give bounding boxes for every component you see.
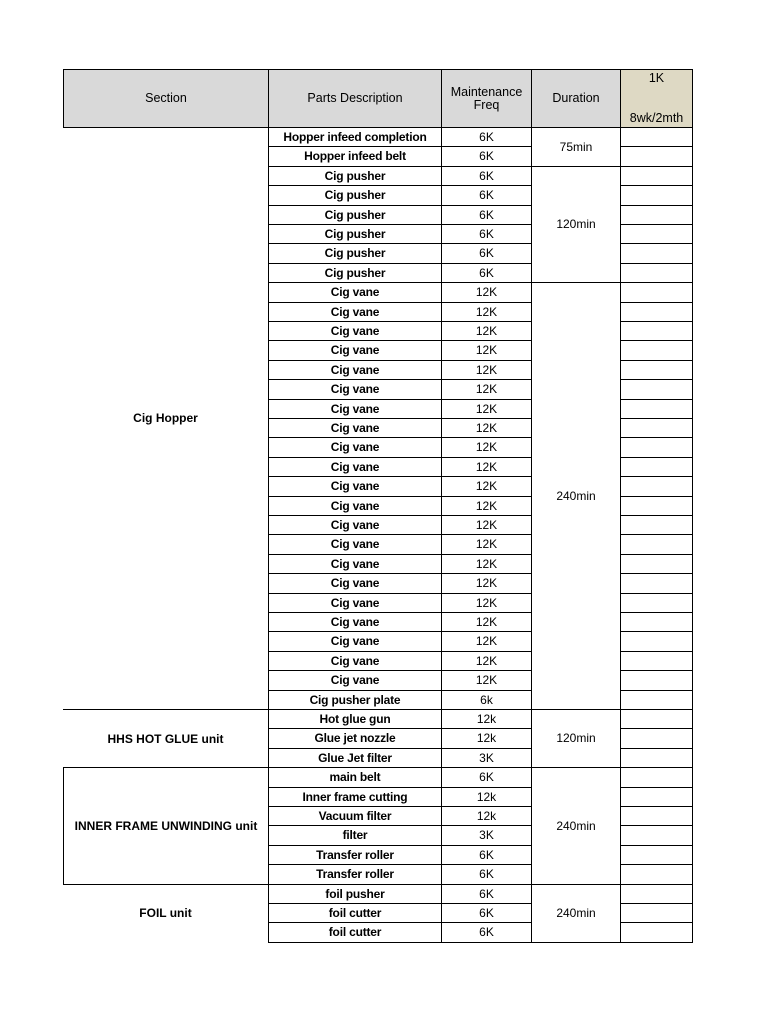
section-cell: Cig Hopper xyxy=(63,127,269,710)
part-description-cell: Cig vane xyxy=(268,534,442,555)
maintenance-freq-cell: 12K xyxy=(441,534,532,555)
part-description-cell: Hot glue gun xyxy=(268,709,442,729)
maintenance-freq-cell: 12k xyxy=(441,787,532,807)
header-maintenance-freq: Maintenance Freq xyxy=(441,69,532,128)
part-description-cell: Cig pusher xyxy=(268,166,442,186)
maintenance-freq-cell: 12K xyxy=(441,418,532,438)
maintenance-freq-cell: 6K xyxy=(441,903,532,923)
interval-check-cell xyxy=(620,321,693,341)
part-description-cell: Cig pusher xyxy=(268,243,442,264)
interval-check-cell xyxy=(620,709,693,729)
part-description-cell: Cig vane xyxy=(268,670,442,691)
part-description-cell: Cig vane xyxy=(268,282,442,303)
maintenance-freq-cell: 6K xyxy=(441,224,532,244)
maintenance-freq-cell: 6K xyxy=(441,205,532,225)
maintenance-freq-cell: 12K xyxy=(441,302,532,322)
section-cell: INNER FRAME UNWINDING unit xyxy=(63,767,269,885)
interval-check-cell xyxy=(620,205,693,225)
interval-check-cell xyxy=(620,670,693,691)
maintenance-freq-cell: 6K xyxy=(441,185,532,206)
interval-check-cell xyxy=(620,767,693,788)
interval-check-cell xyxy=(620,263,693,283)
interval-check-cell xyxy=(620,457,693,477)
interval-check-cell xyxy=(620,185,693,206)
interval-check-cell xyxy=(620,302,693,322)
interval-check-cell xyxy=(620,399,693,419)
maintenance-freq-cell: 6K xyxy=(441,884,532,904)
part-description-cell: Cig vane xyxy=(268,379,442,400)
interval-check-cell xyxy=(620,787,693,807)
interval-check-cell xyxy=(620,690,693,710)
maintenance-freq-cell: 6K xyxy=(441,263,532,283)
part-description-cell: Cig vane xyxy=(268,418,442,438)
header-duration: Duration xyxy=(531,69,621,128)
maintenance-freq-cell: 6K xyxy=(441,166,532,186)
maintenance-freq-cell: 12k xyxy=(441,709,532,729)
part-description-cell: Inner frame cutting xyxy=(268,787,442,807)
part-description-cell: Hopper infeed completion xyxy=(268,127,442,147)
interval-check-cell xyxy=(620,379,693,400)
part-description-cell: Cig vane xyxy=(268,437,442,458)
maintenance-freq-cell: 6K xyxy=(441,845,532,865)
maintenance-freq-cell: 12K xyxy=(441,631,532,652)
part-description-cell: Cig vane xyxy=(268,651,442,671)
interval-check-cell xyxy=(620,728,693,749)
maintenance-freq-cell: 6K xyxy=(441,767,532,788)
interval-check-cell xyxy=(620,864,693,885)
interval-check-cell xyxy=(620,651,693,671)
maintenance-freq-cell: 6k xyxy=(441,690,532,710)
part-description-cell: Cig vane xyxy=(268,593,442,613)
maintenance-freq-cell: 12K xyxy=(441,379,532,400)
part-description-cell: Cig vane xyxy=(268,457,442,477)
maintenance-freq-cell: 12K xyxy=(441,476,532,497)
part-description-cell: main belt xyxy=(268,767,442,788)
header-interval-count: 1K xyxy=(648,71,665,85)
maintenance-freq-cell: 12K xyxy=(441,399,532,419)
header-interval-period: 8wk/2mth xyxy=(629,111,684,125)
interval-check-cell xyxy=(620,224,693,244)
part-description-cell: Cig vane xyxy=(268,573,442,594)
maintenance-freq-cell: 12K xyxy=(441,340,532,361)
interval-check-cell xyxy=(620,631,693,652)
duration-cell: 75min xyxy=(531,127,621,167)
maintenance-freq-cell: 12K xyxy=(441,651,532,671)
interval-check-cell xyxy=(620,515,693,535)
section-cell: FOIL unit xyxy=(63,884,269,943)
interval-check-cell xyxy=(620,903,693,923)
part-description-cell: Cig vane xyxy=(268,340,442,361)
part-description-cell: foil cutter xyxy=(268,922,442,943)
part-description-cell: Hopper infeed belt xyxy=(268,146,442,167)
part-description-cell: Cig vane xyxy=(268,612,442,632)
interval-check-cell xyxy=(620,127,693,147)
interval-check-cell xyxy=(620,146,693,167)
part-description-cell: Cig vane xyxy=(268,476,442,497)
header-interval xyxy=(620,69,693,128)
maintenance-freq-cell: 12K xyxy=(441,496,532,516)
part-description-cell: Vacuum filter xyxy=(268,806,442,826)
interval-check-cell xyxy=(620,884,693,904)
part-description-cell: Cig vane xyxy=(268,554,442,574)
part-description-cell: Transfer roller xyxy=(268,864,442,885)
interval-check-cell xyxy=(620,418,693,438)
interval-check-cell xyxy=(620,437,693,458)
header-parts-description: Parts Description xyxy=(268,69,442,128)
part-description-cell: Glue Jet filter xyxy=(268,748,442,768)
part-description-cell: Cig vane xyxy=(268,496,442,516)
maintenance-freq-cell: 3K xyxy=(441,825,532,846)
interval-check-cell xyxy=(620,476,693,497)
section-cell: HHS HOT GLUE unit xyxy=(63,709,269,768)
duration-cell: 240min xyxy=(531,767,621,885)
part-description-cell: Cig pusher xyxy=(268,205,442,225)
maintenance-freq-cell: 12K xyxy=(441,612,532,632)
interval-check-cell xyxy=(620,573,693,594)
part-description-cell: Glue jet nozzle xyxy=(268,728,442,749)
maintenance-freq-cell: 12K xyxy=(441,573,532,594)
part-description-cell: Cig vane xyxy=(268,631,442,652)
duration-cell: 240min xyxy=(531,282,621,710)
maintenance-freq-cell: 6K xyxy=(441,864,532,885)
part-description-cell: Cig vane xyxy=(268,302,442,322)
part-description-cell: filter xyxy=(268,825,442,846)
interval-check-cell xyxy=(620,825,693,846)
maintenance-freq-cell: 3K xyxy=(441,748,532,768)
maintenance-freq-cell: 12K xyxy=(441,282,532,303)
part-description-cell: Cig vane xyxy=(268,515,442,535)
interval-check-cell xyxy=(620,534,693,555)
maintenance-freq-cell: 12k xyxy=(441,806,532,826)
interval-check-cell xyxy=(620,340,693,361)
interval-check-cell xyxy=(620,243,693,264)
maintenance-freq-cell: 6K xyxy=(441,922,532,943)
maintenance-freq-cell: 6K xyxy=(441,243,532,264)
maintenance-freq-cell: 6K xyxy=(441,146,532,167)
part-description-cell: Cig vane xyxy=(268,321,442,341)
maintenance-freq-cell: 12K xyxy=(441,670,532,691)
maintenance-freq-cell: 12K xyxy=(441,321,532,341)
interval-check-cell xyxy=(620,806,693,826)
interval-check-cell xyxy=(620,166,693,186)
interval-check-cell xyxy=(620,922,693,943)
duration-cell: 120min xyxy=(531,709,621,768)
duration-cell: 240min xyxy=(531,884,621,943)
part-description-cell: Cig vane xyxy=(268,360,442,380)
maintenance-freq-cell: 6K xyxy=(441,127,532,147)
maintenance-freq-cell: 12K xyxy=(441,515,532,535)
maintenance-freq-cell: 12K xyxy=(441,437,532,458)
interval-check-cell xyxy=(620,360,693,380)
part-description-cell: Cig pusher xyxy=(268,224,442,244)
part-description-cell: Cig pusher xyxy=(268,263,442,283)
part-description-cell: foil cutter xyxy=(268,903,442,923)
interval-check-cell xyxy=(620,748,693,768)
interval-check-cell xyxy=(620,593,693,613)
interval-check-cell xyxy=(620,612,693,632)
maintenance-freq-cell: 12K xyxy=(441,457,532,477)
interval-check-cell xyxy=(620,845,693,865)
interval-check-cell xyxy=(620,282,693,303)
header-section: Section xyxy=(63,69,269,128)
interval-check-cell xyxy=(620,554,693,574)
maintenance-freq-cell: 12K xyxy=(441,554,532,574)
part-description-cell: foil pusher xyxy=(268,884,442,904)
part-description-cell: Cig pusher xyxy=(268,185,442,206)
duration-cell: 120min xyxy=(531,166,621,283)
part-description-cell: Transfer roller xyxy=(268,845,442,865)
part-description-cell: Cig pusher plate xyxy=(268,690,442,710)
interval-check-cell xyxy=(620,496,693,516)
maintenance-freq-cell: 12K xyxy=(441,360,532,380)
maintenance-freq-cell: 12k xyxy=(441,728,532,749)
part-description-cell: Cig vane xyxy=(268,399,442,419)
maintenance-freq-cell: 12K xyxy=(441,593,532,613)
